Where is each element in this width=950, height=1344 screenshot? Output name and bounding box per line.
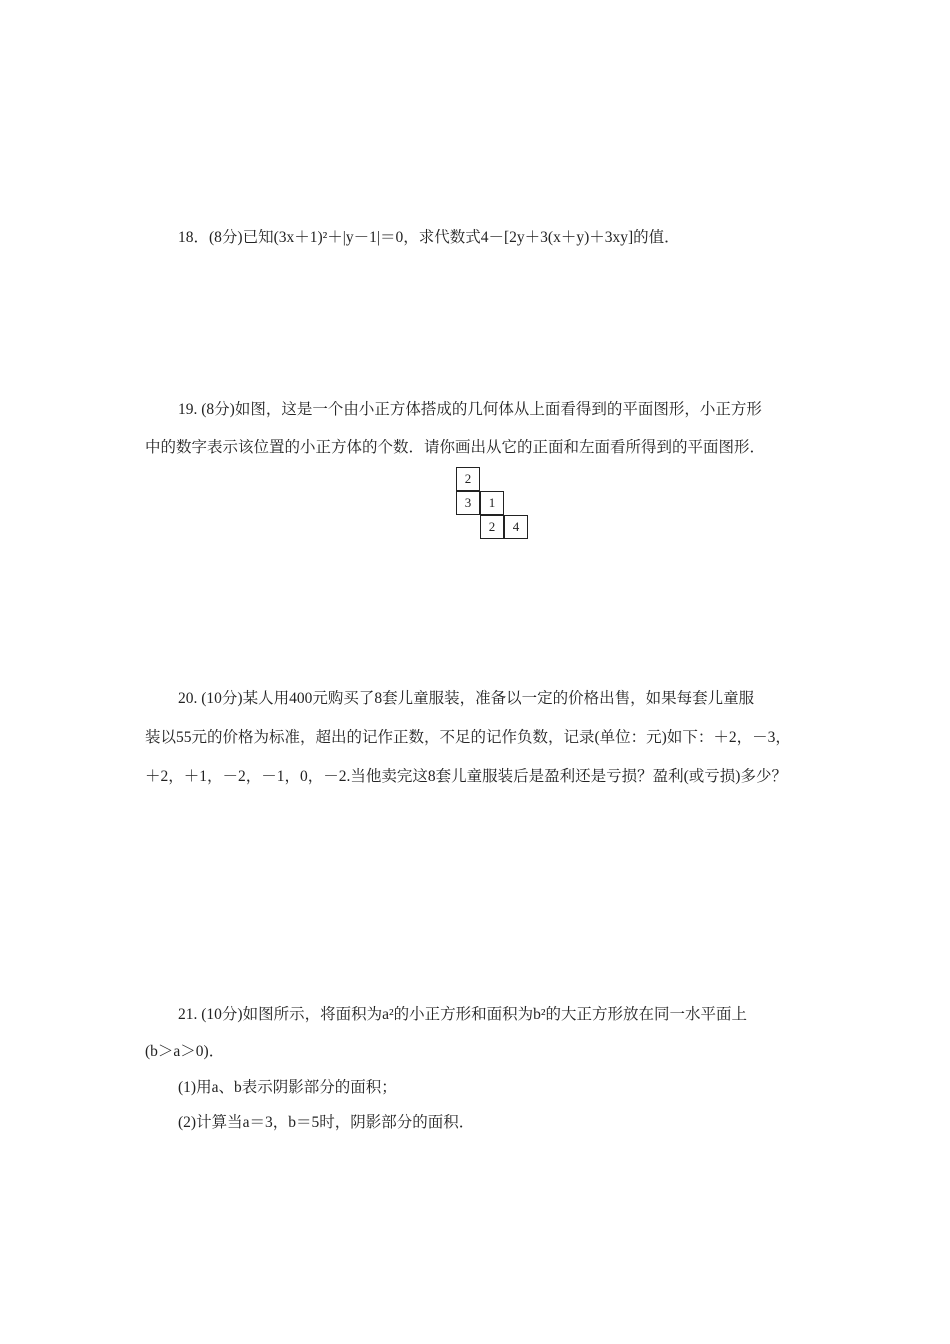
question-18-text: 18．(8分)已知(3x＋1)²＋|y－1|＝0，求代数式4－[2y＋3(x＋y)＋3xy]的值．	[178, 229, 680, 246]
grid-cell-r2c1: 3	[456, 491, 480, 515]
top-view-grid	[456, 467, 528, 539]
grid-cell-r3c3: 4	[504, 515, 528, 539]
grid-cell-r2c2: 1	[480, 491, 504, 515]
grid-cell-r3c2: 2	[480, 515, 504, 539]
question-21-part-2: (2)计算当a＝3，b＝5时，阴影部分的面积．	[178, 1114, 475, 1131]
question-20-line-2: 装以55元的价格为标准，超出的记作正数，不足的记作负数，记录(单位：元)如下：＋2，－3，	[145, 729, 791, 746]
question-19-line-1: 19. (8分)如图，这是一个由小正方体搭成的几何体从上面看得到的平面图形，小正方形	[178, 401, 762, 418]
question-20-line-1: 20. (10分)某人用400元购买了8套儿童服装，准备以一定的价格出售，如果每套儿童服	[178, 690, 755, 707]
question-20-line-3: ＋2，＋1，－2，－1，0，－2.当他卖完这8套儿童服装后是盈利还是亏损？盈利(或亏损)多少？	[145, 768, 787, 785]
question-21-line-1: 21. (10分)如图所示，将面积为a²的小正方形和面积为b²的大正方形放在同一水平面上	[178, 1006, 747, 1023]
question-21-line-2: (b＞a＞0)．	[145, 1043, 225, 1060]
question-19-line-2: 中的数字表示该位置的小正方体的个数．请你画出从它的正面和左面看所得到的平面图形．	[145, 439, 766, 456]
grid-cell-r1c1: 2	[456, 467, 480, 491]
question-21-part-1: (1)用a、b表示阴影部分的面积；	[178, 1079, 397, 1096]
